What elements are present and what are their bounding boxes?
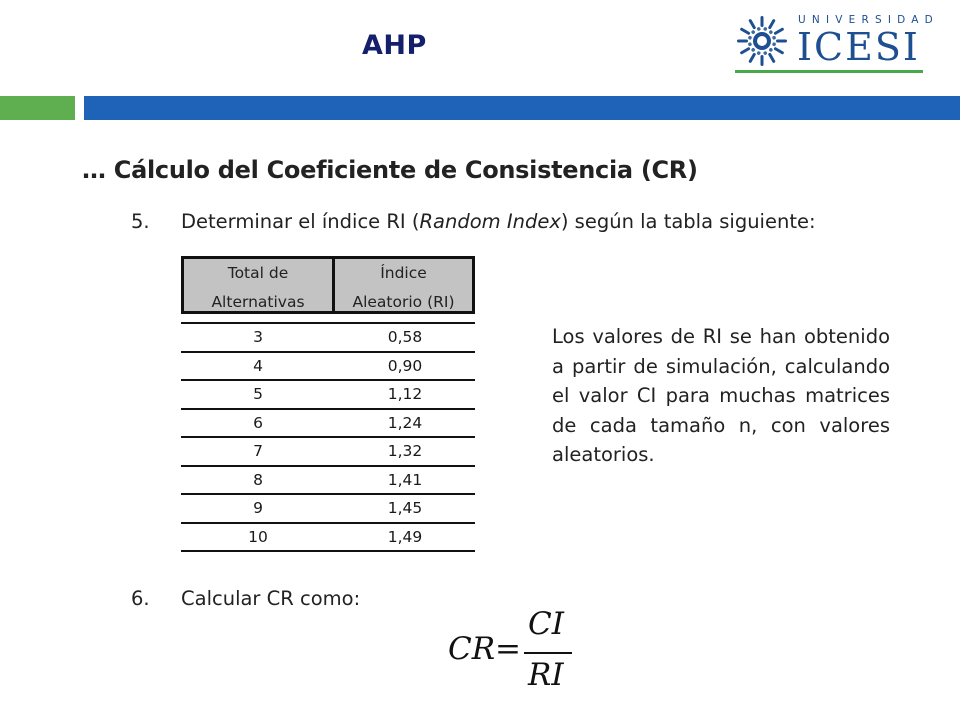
header-band-blue bbox=[84, 96, 960, 120]
table-header-total-line2: Alternativas bbox=[211, 293, 305, 311]
cr-formula bbox=[440, 602, 580, 698]
table-cell-n: 3 bbox=[253, 328, 263, 346]
step5-text-before: Determinar el índice RI ( bbox=[181, 210, 420, 233]
table-cell-n: 7 bbox=[253, 442, 263, 460]
table-cell-ri: 1,45 bbox=[387, 499, 423, 517]
table-header-index-line2: Aleatorio (RI) bbox=[352, 293, 455, 311]
table-row bbox=[181, 381, 475, 410]
table-cell-n: 10 bbox=[248, 527, 268, 546]
logo-emblem-icon bbox=[735, 14, 789, 68]
table-header-index-line1: Índice bbox=[380, 264, 427, 282]
table-cell-ri: 0,90 bbox=[387, 356, 423, 375]
table-cell-ri: 1,49 bbox=[387, 527, 423, 546]
step6-number: 6. bbox=[131, 587, 150, 610]
logo-underline bbox=[735, 70, 923, 73]
step5-text bbox=[181, 210, 816, 233]
formula-denominator: RI bbox=[528, 657, 564, 693]
table-cell-ri: 0,58 bbox=[387, 328, 423, 346]
table-header-total bbox=[181, 256, 335, 314]
step5-text-italic: Random Index bbox=[419, 210, 561, 233]
table-row bbox=[181, 495, 475, 524]
header-band-green bbox=[0, 96, 75, 120]
table-row bbox=[181, 324, 475, 353]
table-cell-ri: 1,12 bbox=[387, 385, 423, 403]
logo-icesi-text: ICESI bbox=[797, 25, 920, 69]
table-cell-ri: 1,41 bbox=[387, 470, 423, 489]
table-cell-n: 8 bbox=[253, 470, 263, 489]
logo-university-text: UNIVERSIDAD bbox=[798, 14, 939, 26]
step6-text: Calcular CR como: bbox=[181, 587, 361, 610]
step5-number: 5. bbox=[131, 210, 150, 233]
table-row bbox=[181, 353, 475, 382]
table-cell-n: 6 bbox=[253, 413, 263, 432]
table-row bbox=[181, 524, 475, 553]
formula-left-side: CR= bbox=[448, 631, 522, 667]
table-row bbox=[181, 410, 475, 439]
table-cell-n: 5 bbox=[253, 385, 263, 403]
page-title: AHP bbox=[362, 30, 427, 61]
table-cell-ri: 1,32 bbox=[387, 442, 423, 460]
table-cell-ri: 1,24 bbox=[387, 413, 423, 432]
table-header-total-line1: Total de bbox=[227, 264, 289, 282]
table-cell-n: 4 bbox=[253, 356, 263, 375]
table-cell-n: 9 bbox=[253, 499, 263, 517]
step5-text-after: ) según la tabla siguiente: bbox=[560, 210, 816, 233]
formula-fraction-bar bbox=[524, 652, 572, 654]
formula-numerator: CI bbox=[528, 606, 564, 642]
table-row bbox=[181, 438, 475, 467]
table-row bbox=[181, 467, 475, 496]
table-header-index bbox=[335, 256, 475, 314]
section-heading: … Cálculo del Coeficiente de Consistencia (CR) bbox=[82, 156, 698, 184]
ri-explanation-note: Los valores de RI se han obtenido a partir de simulación, calculando el valor CI para muchas matrices de cada tamaño n, con valores aleatorios. bbox=[552, 325, 890, 466]
